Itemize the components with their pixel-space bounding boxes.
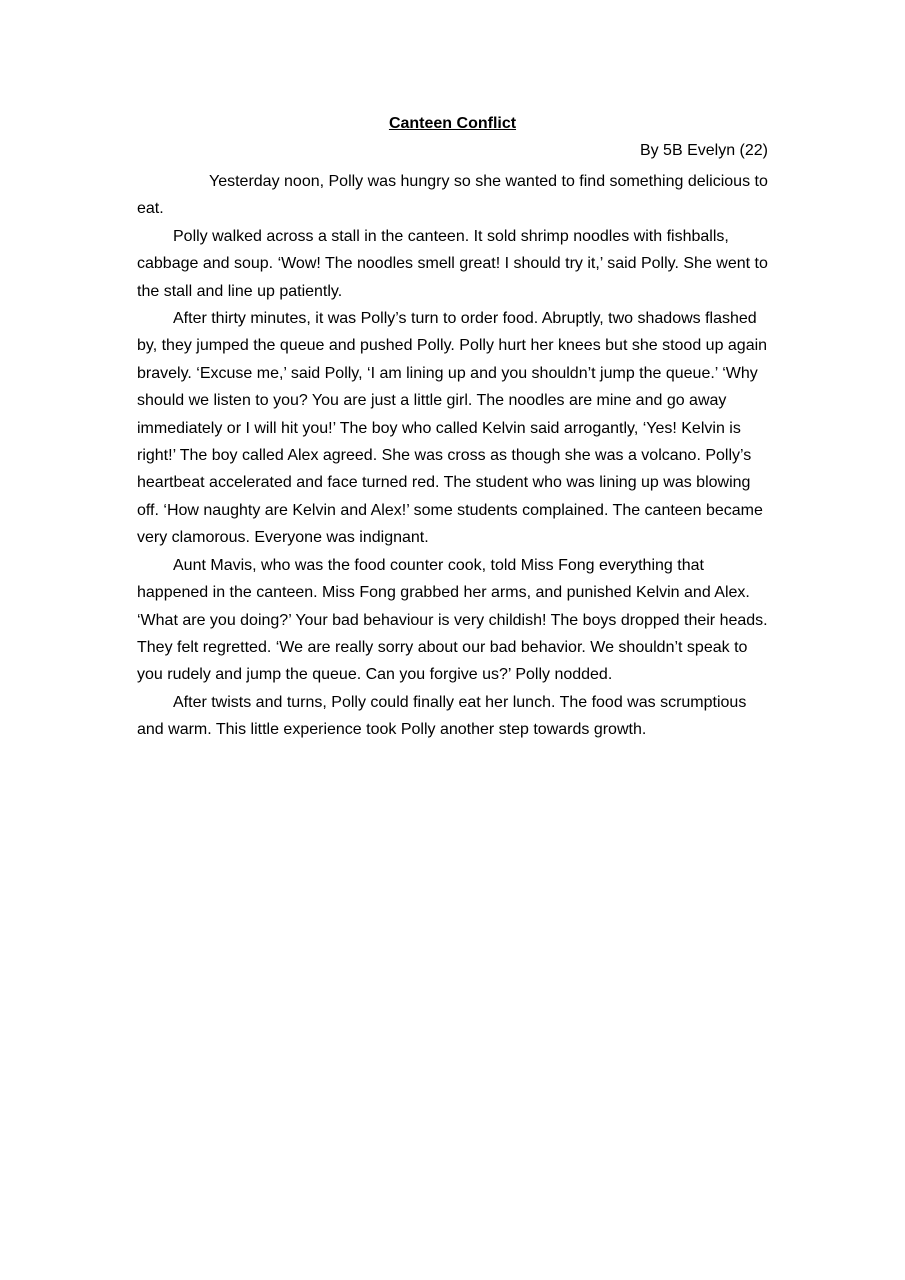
- paragraph: Aunt Mavis, who was the food counter cook, told Miss Fong everything that happened in the canteen. Miss Fong grabbed her arms, and punished Kelvin and Alex. ‘What are you doing?’ Your bad behaviour is very childish! The boys dropped their heads. They felt regretted. ‘We are really sorry about our bad behavior. We shouldn’t speak to you rudely and jump the queue. Can you forgive us?’ Polly nodded.: [137, 556, 768, 684]
- paragraph: Yesterday noon, Polly was hungry so she wanted to find something delicious to eat.: [137, 173, 768, 218]
- paragraph: Polly walked across a stall in the canteen. It sold shrimp noodles with fishballs, cabbage and soup. ‘Wow! The noodles smell great! I should try it,’ said Polly. She went to the stall and line up patiently.: [137, 227, 768, 300]
- document-title: Canteen Conflict: [388, 115, 517, 132]
- author-byline: By 5B Evelyn (22): [639, 142, 768, 159]
- paragraph: After thirty minutes, it was Polly’s turn to order food. Abruptly, two shadows flashed by, they jumped the queue and pushed Polly. Polly hurt her knees but she stood up again bravely. ‘Excuse me,’ said Polly, ‘I am lining up and you shouldn’t jump the queue.’ ‘Why should we listen to you? You are just a little girl. The noodles are mine and go away immediately or I will hit you!’ The boy who called Kelvin said arrogantly, ‘Yes! Kelvin is right!’ The boy called Alex agreed. She was cross as though she was a volcano. Polly’s heartbeat accelerated and face turned red. The student who was lining up was blowing off. ‘How naughty are Kelvin and Alex!’ some students complained. The canteen became very clamorous. Everyone was indignant.: [137, 310, 768, 547]
- paragraph: After twists and turns, Polly could finally eat her lunch. The food was scrumptious and warm. This little experience took Polly another step towards growth.: [137, 693, 747, 739]
- story-body: [137, 168, 775, 744]
